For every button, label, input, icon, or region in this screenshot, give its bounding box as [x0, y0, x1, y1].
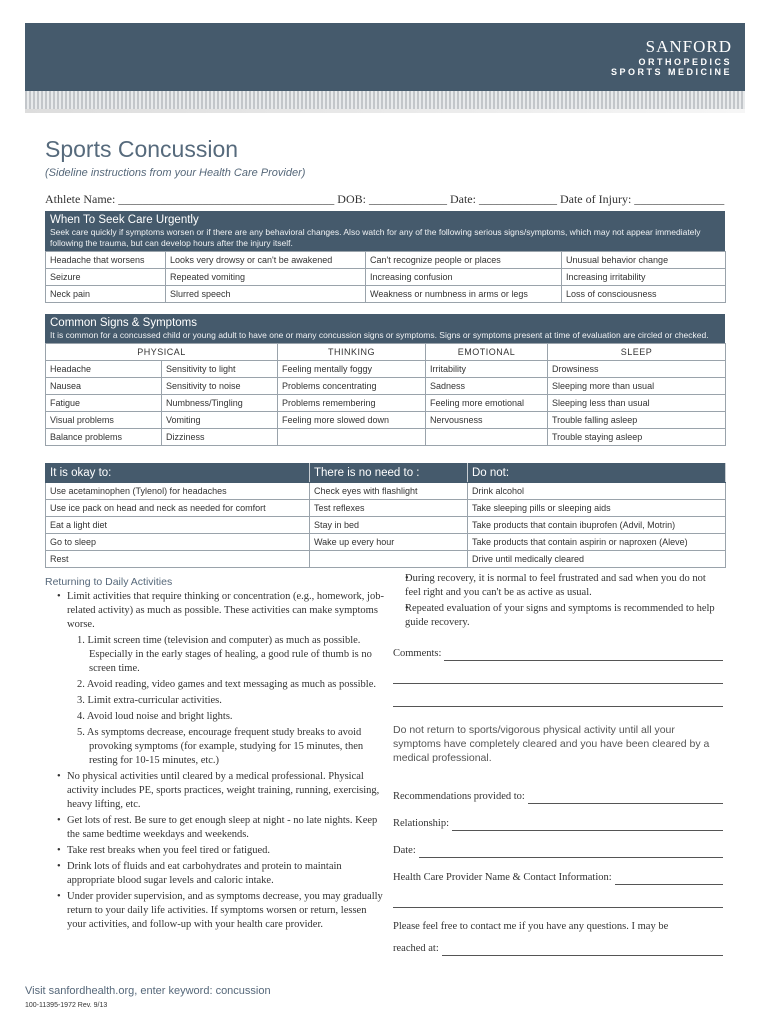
table-row — [46, 551, 726, 568]
column-header-okay: It is okay to: — [46, 464, 310, 483]
date-line[interactable] — [419, 848, 723, 858]
column-header-physical: PHYSICAL — [46, 344, 278, 361]
table-header-row — [46, 344, 726, 361]
table-cell: Sleeping more than usual — [548, 378, 726, 395]
table-cell: Take products that contain ibuprofen (Advil, Motrin) — [468, 517, 726, 534]
table-cell: Nausea — [46, 378, 162, 395]
instructions-table — [45, 463, 726, 568]
table-cell: Irritability — [426, 361, 548, 378]
table-header-row — [46, 464, 726, 483]
table-cell: Nervousness — [426, 412, 548, 429]
table-cell: Weakness or numbness in arms or legs — [366, 286, 562, 303]
table-cell: Vomiting — [162, 412, 278, 429]
recommendations-label: Recommendations provided to: — [393, 791, 525, 802]
table-cell: Slurred speech — [166, 286, 366, 303]
table-cell: Unusual behavior change — [562, 252, 726, 269]
table-cell: Drink alcohol — [468, 483, 726, 500]
table-cell: Take sleeping pills or sleeping aids — [468, 500, 726, 517]
table-row — [46, 517, 726, 534]
signs-header — [45, 314, 725, 343]
page-subtitle: (Sideline instructions from your Health Care Provider) — [45, 167, 306, 179]
footer-visit: Visit sanfordhealth.org, enter keyword: concussion — [25, 985, 271, 997]
returning-bullet: • Get lots of rest. Be sure to get enough sleep at night - no late nights. Keep the same bedtime weekdays and weekends. — [45, 814, 385, 842]
seek-care-table — [45, 251, 726, 303]
relationship-label: Relationship: — [393, 818, 449, 829]
provider-label: Health Care Provider Name & Contact Information: — [393, 872, 612, 883]
recovery-bullet: • Repeated evaluation of your signs and symptoms is recommended to help guide recovery. — [393, 602, 723, 630]
header-stripe-shadow — [25, 109, 745, 113]
table-row — [46, 534, 726, 551]
table-cell: Trouble falling asleep — [548, 412, 726, 429]
table-cell: Headache — [46, 361, 162, 378]
signs-title: Common Signs & Symptoms — [50, 317, 197, 329]
table-cell: Numbness/Tingling — [162, 395, 278, 412]
logo-line-1: ORTHOPEDICS — [638, 57, 732, 67]
table-cell: Sadness — [426, 378, 548, 395]
table-cell: Headache that worsens — [46, 252, 166, 269]
contact-line[interactable] — [442, 946, 723, 956]
table-cell: Looks very drowsy or can't be awakened — [166, 252, 366, 269]
recovery-bullet: • During recovery, it is normal to feel frustrated and sad when you do not feel right and you can't be as active as usual. — [393, 572, 723, 600]
table-row — [46, 286, 726, 303]
table-cell: Stay in bed — [310, 517, 468, 534]
date-label: Date: — [393, 845, 416, 856]
returning-numbered-item: 5. As symptoms decrease, encourage frequent study breaks to avoid provoking symptoms (for example, studying for 15 minutes, then resting for 10-15 minutes, etc.) — [77, 727, 364, 766]
table-row — [46, 361, 726, 378]
table-cell: Feeling more slowed down — [278, 412, 426, 429]
provider-line-2[interactable] — [393, 885, 723, 908]
column-header-emotional: EMOTIONAL — [426, 344, 548, 361]
athlete-info-line[interactable]: Athlete Name: ____________________________________ DOB: _____________ Date: _____________ Date of Injury: _______________ — [45, 192, 725, 206]
table-row — [46, 252, 726, 269]
logo-main: SANFORD — [645, 37, 732, 56]
table-cell: Sensitivity to noise — [162, 378, 278, 395]
returning-bullet: • Limit activities that require thinking or concentration (e.g., homework, job-related activity) as much as possible. These activities can make symptoms worse. — [45, 590, 385, 632]
table-cell: Seizure — [46, 269, 166, 286]
provider-line[interactable] — [615, 875, 723, 885]
table-cell — [426, 429, 548, 446]
provider-field[interactable] — [393, 858, 723, 885]
table-cell: Increasing irritability — [562, 269, 726, 286]
returning-bullet: • Under provider supervision, and as symptoms decrease, you may gradually return to your daily life activities. If symptoms worsen or return, lessen your activities, and follow-up with your health care provider. — [45, 890, 385, 932]
table-cell: Increasing confusion — [366, 269, 562, 286]
table-row — [46, 412, 726, 429]
recommendations-line[interactable] — [528, 794, 723, 804]
returning-numbered-item: 2. Avoid reading, video games and text messaging as much as possible. — [77, 679, 376, 690]
seek-care-header — [45, 211, 725, 251]
table-cell: Rest — [46, 551, 310, 568]
column-header-do-not: Do not: — [468, 464, 726, 483]
column-header-thinking: THINKING — [278, 344, 426, 361]
relationship-line[interactable] — [452, 821, 723, 831]
table-cell: Go to sleep — [46, 534, 310, 551]
signs-description: It is common for a concussed child or young adult to have one or many concussion signs or symptoms. Signs or symptoms present at time of evaluation are circled or checked. — [50, 330, 709, 340]
contact-text: Please feel free to contact me if you have any questions. I may be — [393, 921, 669, 932]
footer-code: 100-11395-1972 Rev. 9/13 — [25, 1002, 108, 1009]
table-cell: Can't recognize people or places — [366, 252, 562, 269]
table-cell: Use acetaminophen (Tylenol) for headaches — [46, 483, 310, 500]
signs-section — [45, 314, 725, 446]
table-cell: Trouble staying asleep — [548, 429, 726, 446]
contact-field[interactable] — [393, 934, 723, 956]
table-cell: Test reflexes — [310, 500, 468, 517]
seek-care-description: Seek care quickly if symptoms worsen or if there are any behavioral changes. Also watch for any of the following serious signs/symptoms, which may not appear immediately following the trauma, but can develop hours after the injury itself. — [50, 227, 701, 248]
table-row — [46, 500, 726, 517]
table-cell: Sensitivity to light — [162, 361, 278, 378]
date-field[interactable] — [393, 831, 723, 858]
sanford-logo — [611, 37, 732, 77]
comments-label: Comments: — [393, 648, 442, 659]
table-cell: Drowsiness — [548, 361, 726, 378]
table-row — [46, 395, 726, 412]
right-column — [393, 572, 723, 956]
table-cell: Take products that contain aspirin or naproxen (Aleve) — [468, 534, 726, 551]
table-cell: Sleeping less than usual — [548, 395, 726, 412]
table-cell: Repeated vomiting — [166, 269, 366, 286]
table-cell: Fatigue — [46, 395, 162, 412]
table-cell: Eat a light diet — [46, 517, 310, 534]
table-cell: Wake up every hour — [310, 534, 468, 551]
seek-care-section — [45, 211, 725, 303]
recommendations-field[interactable] — [393, 777, 723, 804]
relationship-field[interactable] — [393, 804, 723, 831]
page-title: Sports Concussion — [45, 136, 239, 162]
table-row — [46, 378, 726, 395]
return-warning: Do not return to sports/vigorous physical activity until all your symptoms have completely cleared and you have been cleared by a medical professional. — [393, 724, 710, 764]
table-row — [46, 269, 726, 286]
table-cell: Neck pain — [46, 286, 166, 303]
table-cell: Use ice pack on head and neck as needed for comfort — [46, 500, 310, 517]
returning-bullet: • No physical activities until cleared by a medical professional. Physical activity includes PE, sports practices, weight training, running, exercising, heavy lifting, etc. — [45, 770, 385, 812]
logo-line-2: SPORTS MEDICINE — [610, 67, 732, 77]
instructions-section — [45, 463, 725, 568]
comments-line-3[interactable] — [393, 684, 723, 707]
returning-numbered-item: 4. Avoid loud noise and bright lights. — [77, 711, 233, 722]
table-cell: Drive until medically cleared — [468, 551, 726, 568]
comments-line-2[interactable] — [393, 661, 723, 684]
contact-label: reached at: — [393, 943, 439, 954]
returning-numbered-item: 1. Limit screen time (television and computer) as much as possible. Especially in the early stages of healing, a good rule of thumb is no screen time. — [77, 635, 372, 674]
table-row — [46, 429, 726, 446]
table-cell: Problems concentrating — [278, 378, 426, 395]
returning-numbered-item: 3. Limit extra-curricular activities. — [77, 695, 222, 706]
seek-care-title: When To Seek Care Urgently — [50, 214, 199, 226]
returning-column — [45, 572, 385, 934]
comments-field[interactable] — [393, 634, 723, 661]
column-header-sleep: SLEEP — [548, 344, 726, 361]
table-cell: Check eyes with flashlight — [310, 483, 468, 500]
table-cell: Visual problems — [46, 412, 162, 429]
comments-line[interactable] — [444, 651, 723, 661]
table-cell: Balance problems — [46, 429, 162, 446]
table-cell: Problems remembering — [278, 395, 426, 412]
column-header-no-need: There is no need to : — [310, 464, 468, 483]
signs-table — [45, 343, 726, 446]
table-cell — [278, 429, 426, 446]
table-cell: Feeling mentally foggy — [278, 361, 426, 378]
table-cell — [310, 551, 468, 568]
returning-bullet: • Take rest breaks when you feel tired or fatigued. — [45, 844, 385, 858]
table-cell: Dizziness — [162, 429, 278, 446]
returning-title: Returning to Daily Activities — [45, 576, 173, 588]
table-row — [46, 483, 726, 500]
table-cell: Feeling more emotional — [426, 395, 548, 412]
returning-bullet: • Drink lots of fluids and eat carbohydrates and protein to maintain appropriate blood sugar levels and caloric intake. — [45, 860, 385, 888]
header-stripe — [25, 91, 745, 109]
table-cell: Loss of consciousness — [562, 286, 726, 303]
